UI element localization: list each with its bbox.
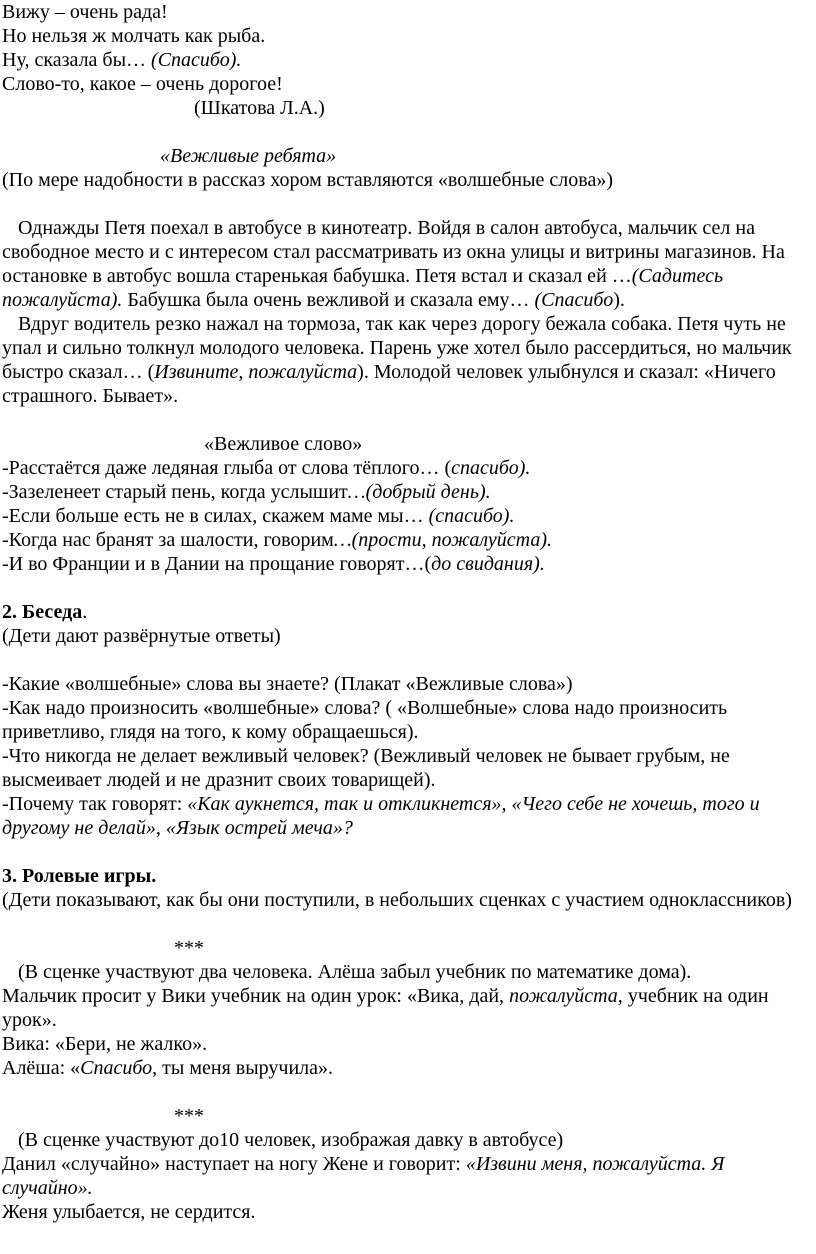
scene-line: Женя улыбается, не сердится.: [2, 1201, 256, 1223]
scene-separator: ***: [174, 1105, 204, 1127]
poem-answer: (Спасибо).: [151, 49, 242, 71]
poem-line: Слово-то, какое – очень дорогое!: [2, 73, 283, 95]
talk-note: (Дети дают развёрнутые ответы): [2, 625, 281, 647]
poem-author: (Шкатова Л.А.): [194, 97, 325, 119]
scene-line: Данил «случайно» наступает на ногу Жене и говорит: «Извини меня, пожалуйста. Я случайно».: [2, 1153, 725, 1199]
roles-note: (Дети показывают, как бы они поступили, в небольших сценках с участием одноклассников): [2, 889, 792, 911]
story-paragraph: Однажды Петя поехал в автобусе в кинотеатр. Войдя в салон автобуса, мальчик сел на свободное место и с интересом стал рассматривать из окна улицы и витрины магазинов. На остановке в автобус вошла старенькая бабушка. Петя встал и сказал ей …(Садитесь пожалуйста). Бабушка была очень вежливой и сказала ему… (Спасибо).: [2, 217, 785, 311]
talk-question: -Как надо произносить «волшебные» слова? ( «Волшебные» слова надо произносить приветливо, глядя на того, к кому обращаешься).: [2, 697, 728, 743]
polite-line: -Расстаётся даже ледяная глыба от слова тёплого… (спасибо).: [2, 457, 531, 479]
talk-question: -Что никогда не делает вежливый человек? (Вежливый человек не бывает грубым, не высмеивает людей и не дразнит своих товарищей).: [2, 745, 730, 791]
poem-line: Но нельзя ж молчать как рыба.: [2, 25, 266, 47]
scene-line: Мальчик просит у Вики учебник на один урок: «Вика, дай, пожалуйста, учебник на один урок».: [2, 985, 769, 1031]
poem-line: [2, 48, 814, 72]
polite-title: «Вежливое слово»: [204, 433, 363, 455]
poem-text: Ну, сказала бы…: [2, 49, 152, 71]
scene-intro: (В сценке участвуют два человека. Алёша забыл учебник по математике дома).: [18, 961, 692, 983]
talk-heading: 2. Беседа.: [2, 601, 88, 623]
polite-line: -И во Франции и в Дании на прощание говорят…(до свидания).: [2, 553, 545, 575]
story-title: «Вежливые ребята»: [160, 145, 337, 167]
talk-question: -Какие «волшебные» слова вы знаете? (Плакат «Вежливые слова»): [2, 673, 573, 695]
talk-question: -Почему так говорят: «Как аукнется, так и откликнется», «Чего себе не хочешь, того и другому не делай», «Язык острей меча»?: [2, 793, 760, 839]
story-paragraph: Вдруг водитель резко нажал на тормоза, так как через дорогу бежала собака. Петя чуть не упал и сильно толкнул молодого человека. Парень уже хотел было рассердиться, но мальчик быстро сказал… (Извините, пожалуйста). Молодой человек улыбнулся и сказал: «Ничего страшного. Бывает».: [2, 313, 792, 407]
scene-intro: (В сценке участвуют до10 человек, изображая давку в автобусе): [18, 1129, 564, 1151]
scene-line: Алёша: «Спасибо, ты меня выручила».: [2, 1057, 334, 1079]
roles-heading: 3. Ролевые игры.: [2, 865, 157, 887]
polite-line: -Зазеленеет старый пень, когда услышит…(добрый день).: [2, 481, 491, 503]
polite-line: -Если больше есть не в силах, скажем маме мы… (спасибо).: [2, 505, 515, 527]
story-note: (По мере надобности в рассказ хором вставляются «волшебные слова»): [2, 169, 613, 191]
document-page: [2, 0, 814, 1224]
scene-line: Вика: «Бери, не жалко».: [2, 1033, 208, 1055]
polite-line: -Когда нас бранят за шалости, говорим…(прости, пожалуйста).: [2, 529, 552, 551]
scene-separator: ***: [174, 937, 204, 959]
poem-line: Вижу – очень рада!: [2, 1, 168, 23]
